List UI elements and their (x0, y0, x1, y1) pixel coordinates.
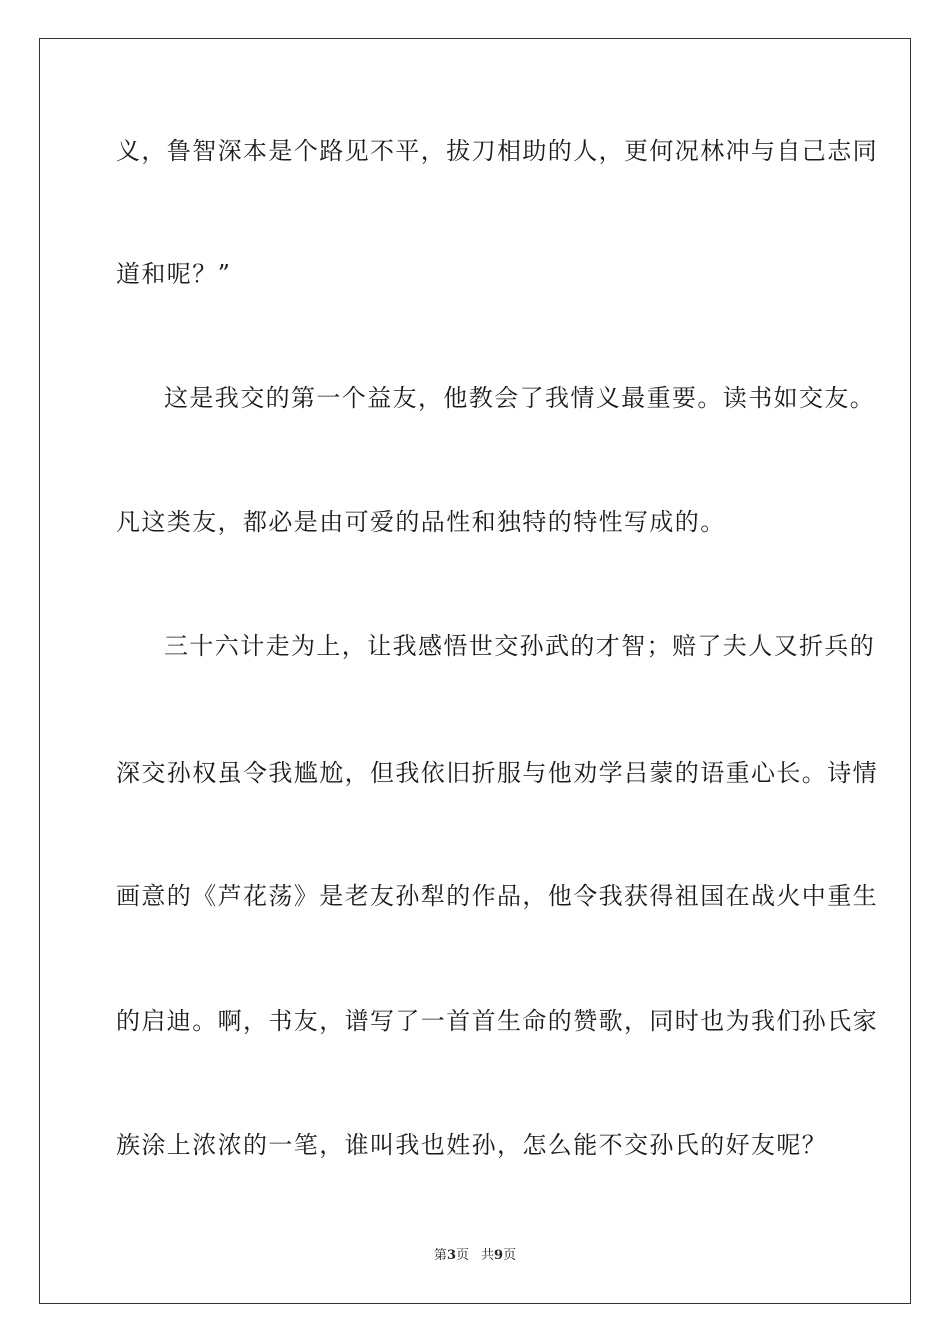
page-border (39, 38, 911, 1304)
text-line-1: 义，鲁智深本是个路见不平，拔刀相助的人，更何况林冲与自己志同 (116, 137, 878, 165)
text-line-8: 的启迪。啊，书友，谱写了一首首生命的赞歌，同时也为我们孙氏家 (116, 1007, 878, 1035)
text-line-4: 凡这类友，都必是由可爱的品性和独特的特性写成的。 (116, 508, 726, 536)
paragraph-start-line-3: 这是我交的第一个益友，他教会了我情义最重要。读书如交友。 (164, 384, 876, 412)
page-number: 3 (446, 1248, 456, 1263)
text-line-7: 画意的《芦花荡》是老友孙犁的作品，他令我获得祖国在战火中重生 (116, 882, 878, 910)
page-suffix: 页 (455, 1248, 469, 1263)
total-suffix: 页 (503, 1248, 517, 1263)
text-line-6: 深交孙权虽令我尴尬，但我依旧折服与他劝学吕蒙的语重心长。诗情 (116, 759, 878, 787)
page-footer (0, 1247, 950, 1265)
total-prefix: 共 (481, 1248, 495, 1263)
text-line-9: 族涂上浓浓的一笔，谁叫我也姓孙，怎么能不交孙氏的好友呢？ (116, 1131, 828, 1159)
total-pages: 9 (494, 1248, 504, 1263)
text-line-2: 道和呢？” (116, 260, 232, 288)
page-prefix: 第 (433, 1248, 447, 1263)
paragraph-start-line-5: 三十六计走为上，让我感悟世交孙武的才智；赔了夫人又折兵的 (164, 632, 876, 660)
